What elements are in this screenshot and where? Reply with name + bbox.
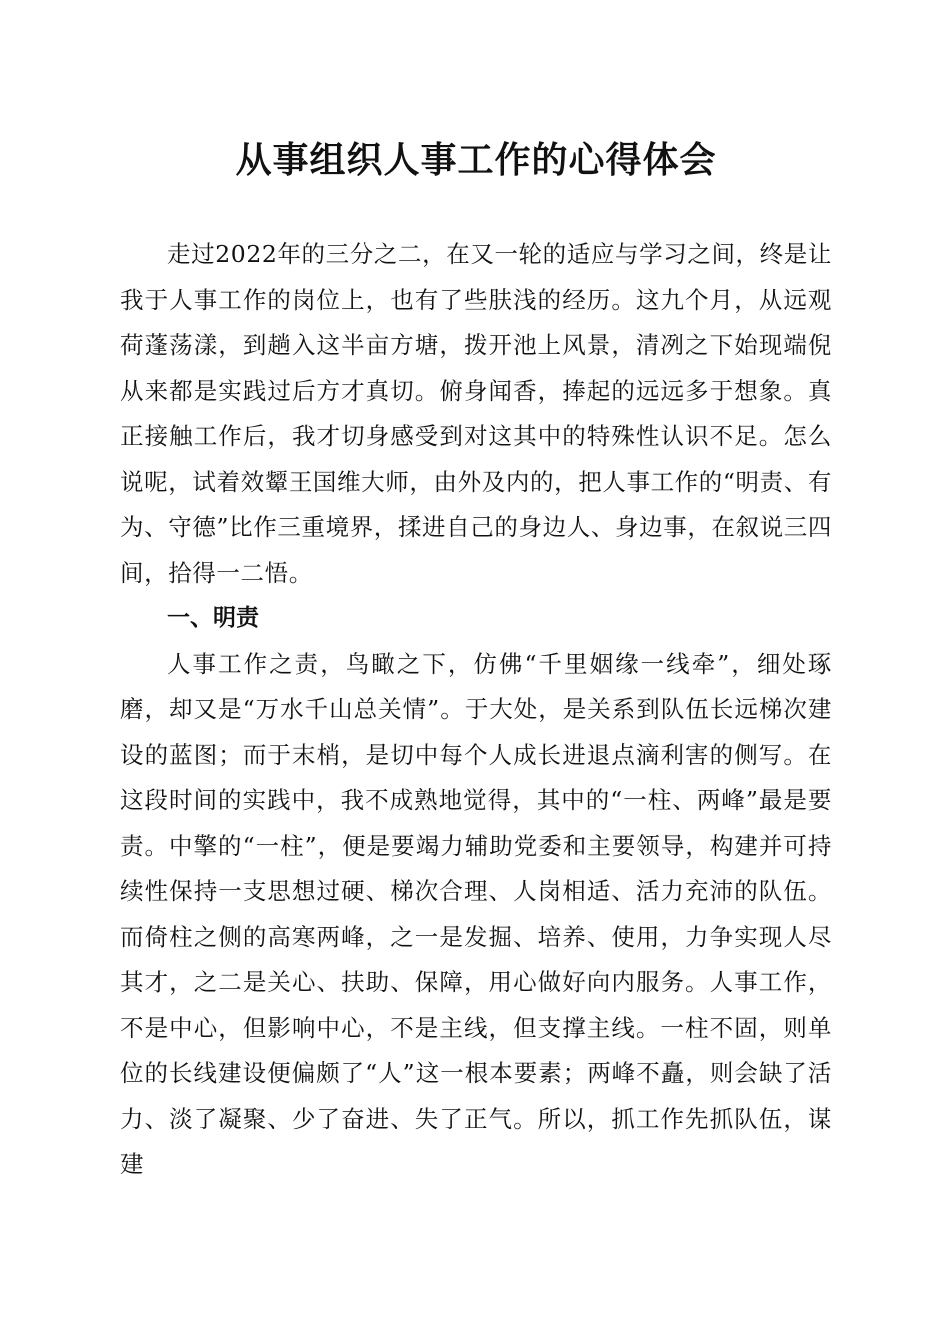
section-heading: 一、明责 (167, 605, 259, 631)
section-paragraph: 人事工作之责，鸟瞰之下，仿佛“千里姻缘一线牵”，细处琢磨，却又是“万水千山总关情”。于大处，是关系到队伍长远梯次建设的蓝图；而于末梢，是切中每个人成长进退点滴利害的侧写。在这段时间的实践中，我不成熟地觉得，其中的“一柱、两峰”最是要责。中擎的“一柱”，便是要竭力辅助党委和主要领导，构建并可持续性保持一支思想过硬、梯次合理、人岗相适、活力充沛的队伍。而倚柱之侧的高寒两峰，之一是发掘、培养、使用，力争实现人尽其才，之二是关心、扶助、保障，用心做好向内服务。人事工作，不是中心，但影响中心，不是主线，但支撑主线。一柱不固，则单位的长线建设便偏颇了“人”这一根本要素；两峰不矗，则会缺了活力、淡了凝聚、少了奋进、失了正气。所以，抓工作先抓队伍，谋建 (120, 649, 832, 1178)
document-body (120, 232, 832, 1188)
document-title: 从事组织人事工作的心得体会 (235, 139, 717, 181)
intro-paragraph: 走过2022年的三分之二，在又一轮的适应与学习之间，终是让我于人事工作的岗位上，也有了些肤浅的经历。这九个月，从远观荷蓬荡漾，到趟入这半亩方塘，拨开池上风景，清冽之下始现端倪从来都是实践过后方才真切。俯身闻香，捧起的远远多于想象。真正接触工作后，我才切身感受到对这其中的特殊性认识不足。怎么说呢，试着效颦王国维大师，由外及内的，把人事工作的“明责、有为、守德”比作三重境界，揉进自己的身边人、身边事，在叙说三四间，拾得一二悟。 (120, 240, 832, 587)
